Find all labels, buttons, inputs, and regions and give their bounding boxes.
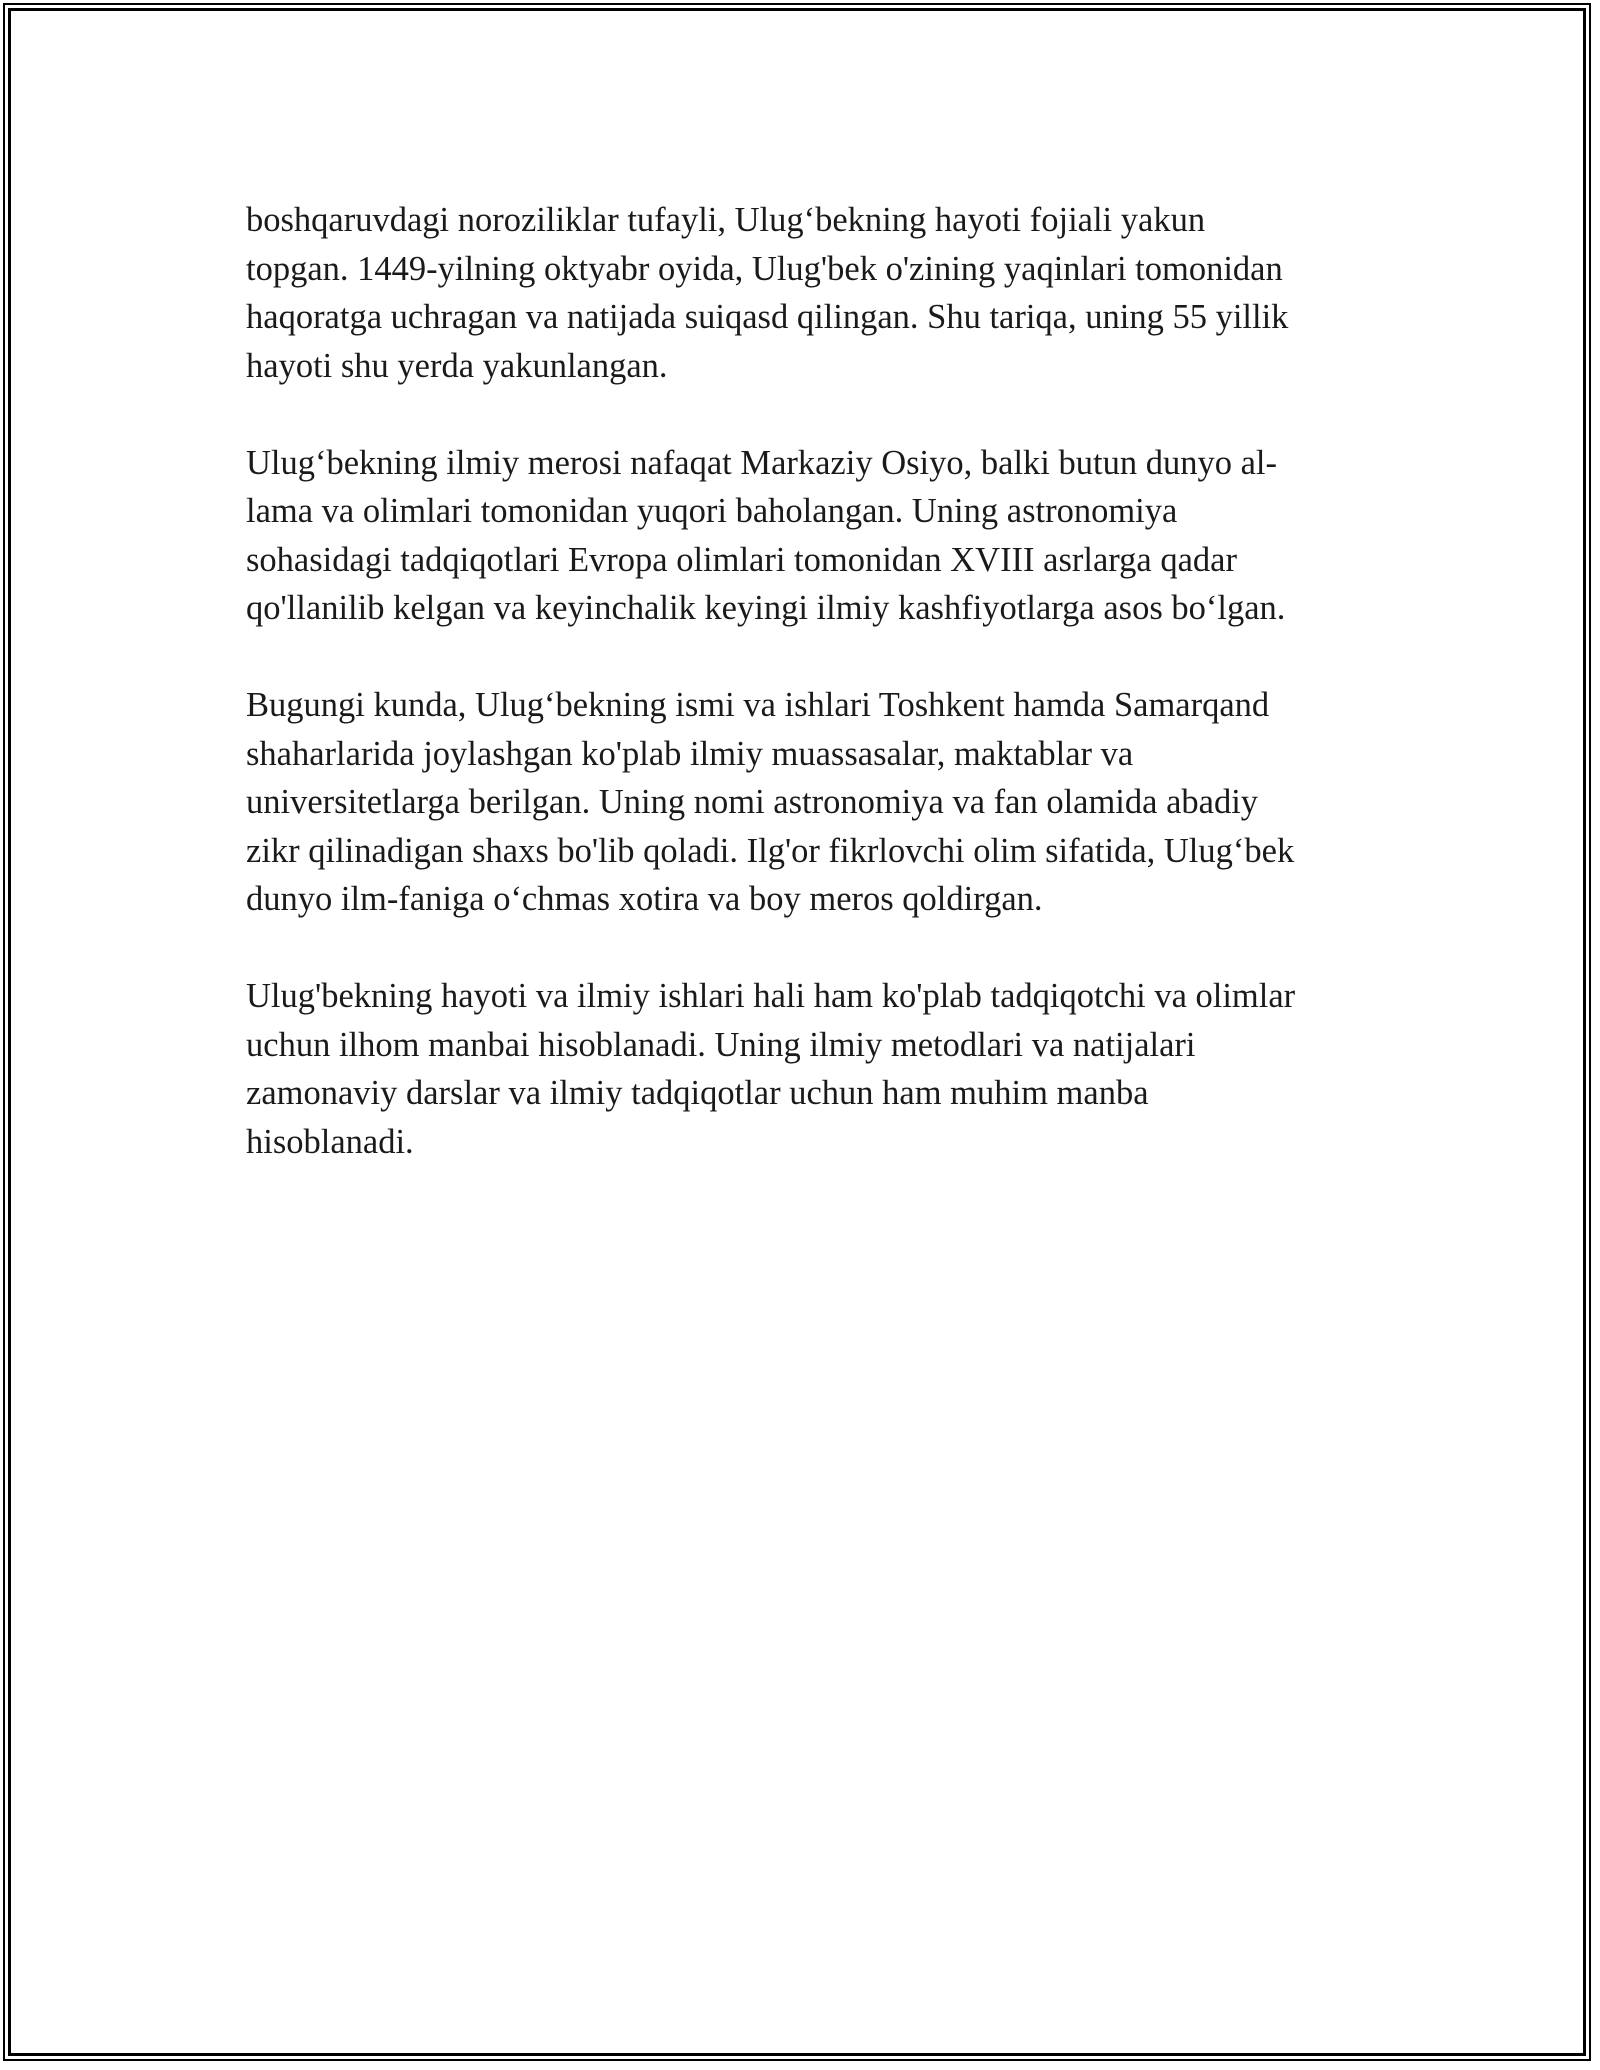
text-line: universitetlarga berilgan. Uning nomi astronomiya va fan olamida abadiy <box>246 783 1259 821</box>
paragraph-3 <box>246 681 1371 924</box>
paragraph-4 <box>246 972 1371 1166</box>
text-line: shaharlarida joylashgan ko'plab ilmiy muassasalar, maktablar va <box>246 734 1134 773</box>
text-line: zamonaviy darslar va ilmiy tadqiqotlar uchun ham muhim manba <box>246 1074 1149 1112</box>
text-line: Ulug‘bekning ilmiy merosi nafaqat Markaziy Osiyo, balki butun dunyo al- <box>246 443 1277 482</box>
page-border <box>8 8 1586 2056</box>
text-line: zikr qilinadigan shaxs bo'lib qoladi. Ilg'or fikrlovchi olim sifatida, Ulug‘bek <box>246 831 1295 870</box>
paragraph-1 <box>246 196 1371 390</box>
text-line: qo'llanilib kelgan va keyinchalik keyingi ilmiy kashfiyotlarga asos bo‘lgan. <box>246 589 1286 627</box>
text-line: hayoti shu yerda yakunlangan. <box>246 346 668 385</box>
text-line: Ulug'bekning hayoti va ilmiy ishlari hali ham ko'plab tadqiqotchi va olimlar <box>246 977 1296 1015</box>
text-line: dunyo ilm-faniga o‘chmas xotira va boy meros qoldirgan. <box>246 880 1043 918</box>
document-body <box>246 196 1371 1215</box>
text-line: boshqaruvdagi noroziliklar tufayli, Ulug‘bekning hayoti fojiali yakun <box>246 201 1206 239</box>
text-line: lama va olimlari tomonidan yuqori baholangan. Uning astronomiya <box>246 492 1178 530</box>
text-line: topgan. 1449-yilning oktyabr oyida, Ulug'bek o'zining yaqinlari tomonidan <box>246 249 1283 288</box>
text-line: hisoblanadi. <box>246 1122 414 1161</box>
paragraph-2 <box>246 439 1371 633</box>
text-line: haqoratga uchragan va natijada suiqasd qilingan. Shu tariqa, uning 55 yillik <box>246 298 1289 336</box>
text-line: sohasidagi tadqiqotlari Evropa olimlari tomonidan XVIII asrlarga qadar <box>246 540 1237 579</box>
text-line: Bugungi kunda, Ulug‘bekning ismi va ishlari Toshkent hamda Samarqand <box>246 686 1270 724</box>
text-line: uchun ilhom manbai hisoblanadi. Uning ilmiy metodlari va natijalari <box>246 1025 1196 1064</box>
